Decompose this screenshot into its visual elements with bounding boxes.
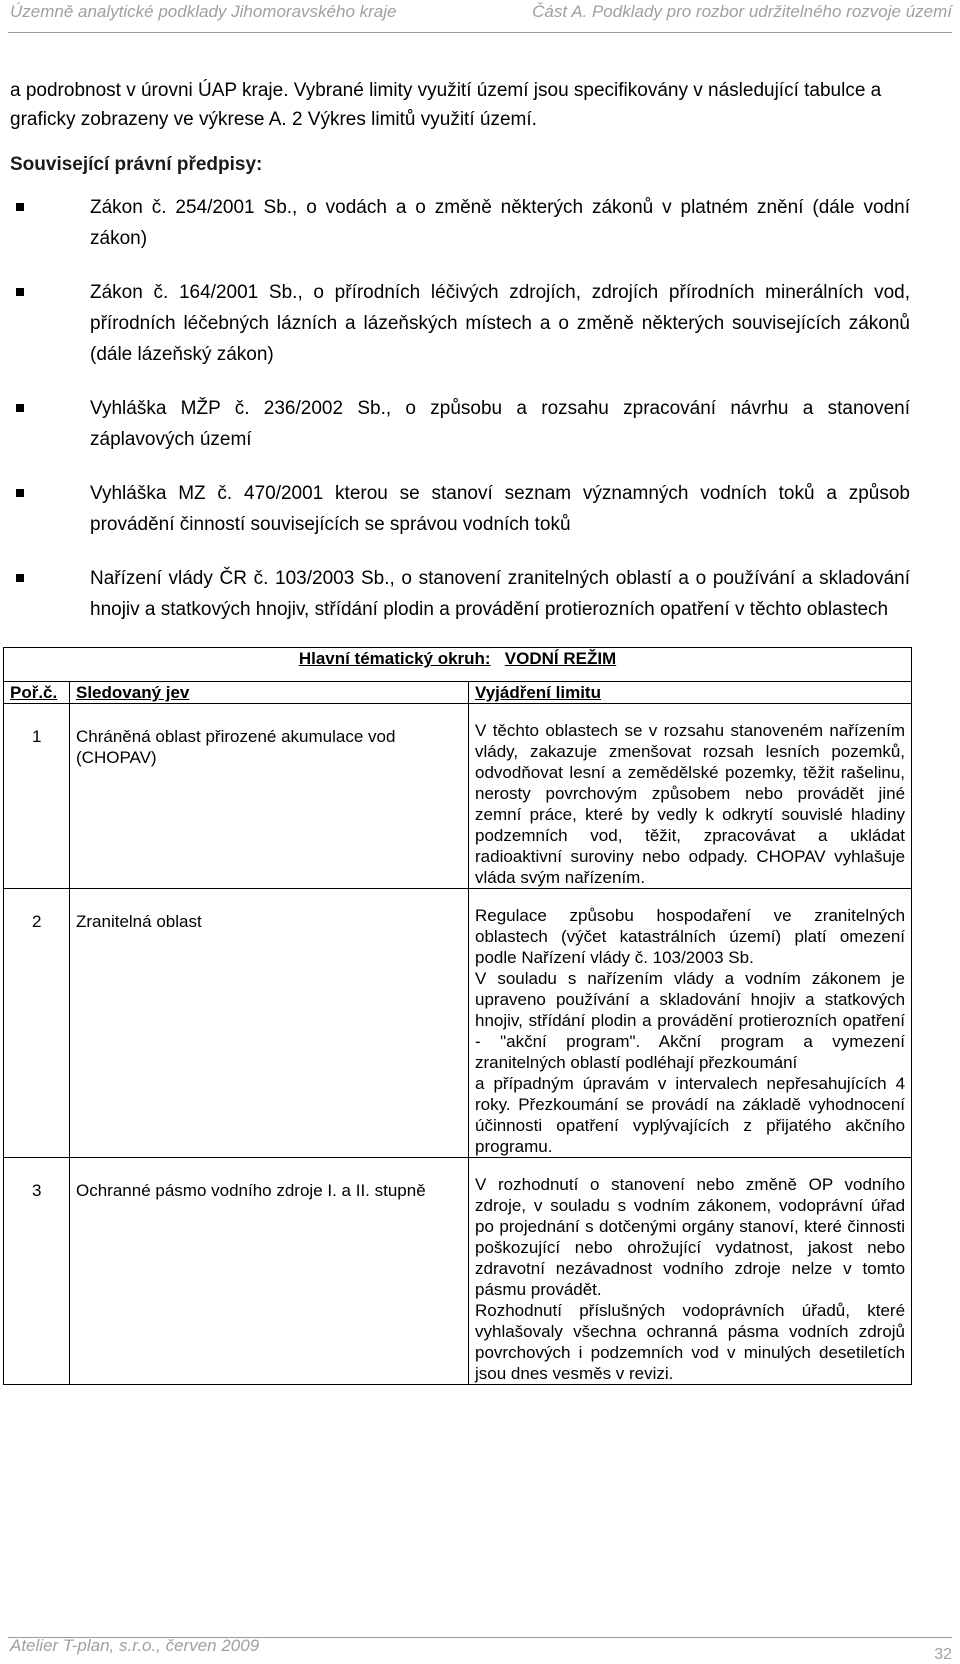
- row-phenomenon: Ochranné pásmo vodního zdroje I. a II. stupně: [70, 1158, 469, 1385]
- row-expression: [469, 889, 912, 1158]
- regulation-text: Zákon č. 254/2001 Sb., o vodách a o změně některých zákonů v platném znění (dále vodní zákon): [90, 197, 910, 249]
- row-phenomenon: Zranitelná oblast: [70, 889, 469, 1158]
- table-caption: [4, 648, 912, 682]
- regulation-text: Zákon č. 164/2001 Sb., o přírodních léčivých zdrojích, zdrojích přírodních minerálních vod, přírodních léčebných lázních a lázeňských místech a o změně některých souvisejících zákonů (dále lázeňský zákon): [90, 282, 910, 365]
- row-number: 2: [4, 889, 70, 1158]
- expression-paragraph: V souladu s nařízením vlády a vodním zákonem je upraveno používání a skladování hnojiv a statkových hnojiv, střídání plodin a provádění protierozních opatření - "akční program". Akční program a vymezení zranitelných oblastí podléhají přezkoumání: [475, 969, 906, 1072]
- expression-paragraph: a případným úpravám v intervalech nepřesahujících 4 roky. Přezkoumání se provádí na základě vyhodnocení účinnosti opatření vyplývajících z přijatého akčního programu.: [475, 1074, 906, 1156]
- row-expression: [469, 1158, 912, 1385]
- expression-paragraph: V rozhodnutí o stanovení nebo změně OP vodního zdroje, v souladu s vodním zákonem, vodoprávní úřad po projednání s dotčenými orgány stanoví, které činnosti poškozující nebo ohrožující vydatnost, jakost nebo zdravotní nezávadnost vodního zdroje nelze v tomto pásmu provádět.: [475, 1175, 906, 1299]
- expression-paragraph: V těchto oblastech se v rozsahu stanoveném nařízením vlády, zakazuje zmenšovat rozsah lesních pozemků, odvodňovat lesní a zemědělské pozemky, těžit rašelinu, nerosty povrchovým způsobem nebo provádět jiné zemní práce, které by vedly k odkrytí souvislé hladiny podzemních vod, těžit, zpracovávat a ukládat radioaktivní suroviny nebo odpady. CHOPAV vyhlašuje vláda svým nařízením.: [475, 721, 906, 887]
- page-footer: [8, 1636, 952, 1663]
- table-row: [4, 889, 912, 1158]
- square-bullet-icon: [16, 404, 24, 412]
- limits-table-container: [3, 647, 911, 1385]
- column-header-expression: Vyjádření limitu: [469, 682, 912, 704]
- expression-paragraph: Rozhodnutí příslušných vodoprávních úřadů, které vyhlašovaly všechna ochranná pásma vodních zdrojů povrchových i podzemních vod v minulých desetiletích jsou dnes vesměs v revizi.: [475, 1301, 906, 1383]
- header-section-title: Část A. Podklady pro rozbor udržitelného rozvoje území: [532, 2, 952, 21]
- list-item: [10, 277, 910, 370]
- row-number: 1: [4, 704, 70, 889]
- header-document-title: Územně analytické podklady Jihomoravského kraje: [10, 2, 397, 21]
- table-header-row: [4, 682, 912, 704]
- list-item: [10, 563, 910, 625]
- expression-paragraph: Regulace způsobu hospodaření ve zranitelných oblastech (výčet katastrálních území) platí omezení podle Nařízení vlády č. 103/2003 Sb.: [475, 906, 906, 967]
- footer-author: Atelier T-plan, s.r.o., červen 2009: [10, 1636, 260, 1655]
- row-number: 3: [4, 1158, 70, 1385]
- table-caption-value: VODNÍ REŽIM: [504, 649, 617, 668]
- square-bullet-icon: [16, 203, 24, 211]
- page-number: 32: [934, 1646, 952, 1663]
- square-bullet-icon: [16, 574, 24, 582]
- row-expression: [469, 704, 912, 889]
- table-caption-label: Hlavní tématický okruh:: [298, 649, 491, 668]
- limits-table: [3, 647, 912, 1385]
- square-bullet-icon: [16, 489, 24, 497]
- list-item: [10, 393, 910, 455]
- table-caption-row: [4, 648, 912, 682]
- list-item: [10, 478, 910, 540]
- row-phenomenon: Chráněná oblast přirozené akumulace vod (CHOPAV): [70, 704, 469, 889]
- section-heading: Související právní předpisy:: [10, 154, 263, 175]
- list-item: [10, 192, 910, 254]
- regulation-text: Vyhláška MZ č. 470/2001 kterou se stanoví seznam významných vodních toků a způsob provádění činností souvisejících se správou vodních toků: [90, 483, 910, 535]
- square-bullet-icon: [16, 288, 24, 296]
- page-header: [8, 0, 952, 33]
- table-row: [4, 704, 912, 889]
- table-row: [4, 1158, 912, 1385]
- regulation-text: Nařízení vlády ČR č. 103/2003 Sb., o stanovení zranitelných oblastí a o používání a skladování hnojiv a statkových hnojiv, střídání plodin a provádění protierozních opatření v těchto oblastech: [90, 568, 910, 620]
- intro-paragraph: a podrobnost v úrovni ÚAP kraje. Vybrané limity využití území jsou specifikovány v následující tabulce a graficky zobrazeny ve výkrese A. 2 Výkres limitů využití území.: [10, 80, 882, 130]
- regulation-text: Vyhláška MŽP č. 236/2002 Sb., o způsobu a rozsahu zpracování návrhu a stanovení záplavových území: [90, 398, 910, 450]
- regulations-list: [10, 192, 910, 648]
- column-header-number: Poř.č.: [4, 682, 70, 704]
- column-header-phenomenon: Sledovaný jev: [70, 682, 469, 704]
